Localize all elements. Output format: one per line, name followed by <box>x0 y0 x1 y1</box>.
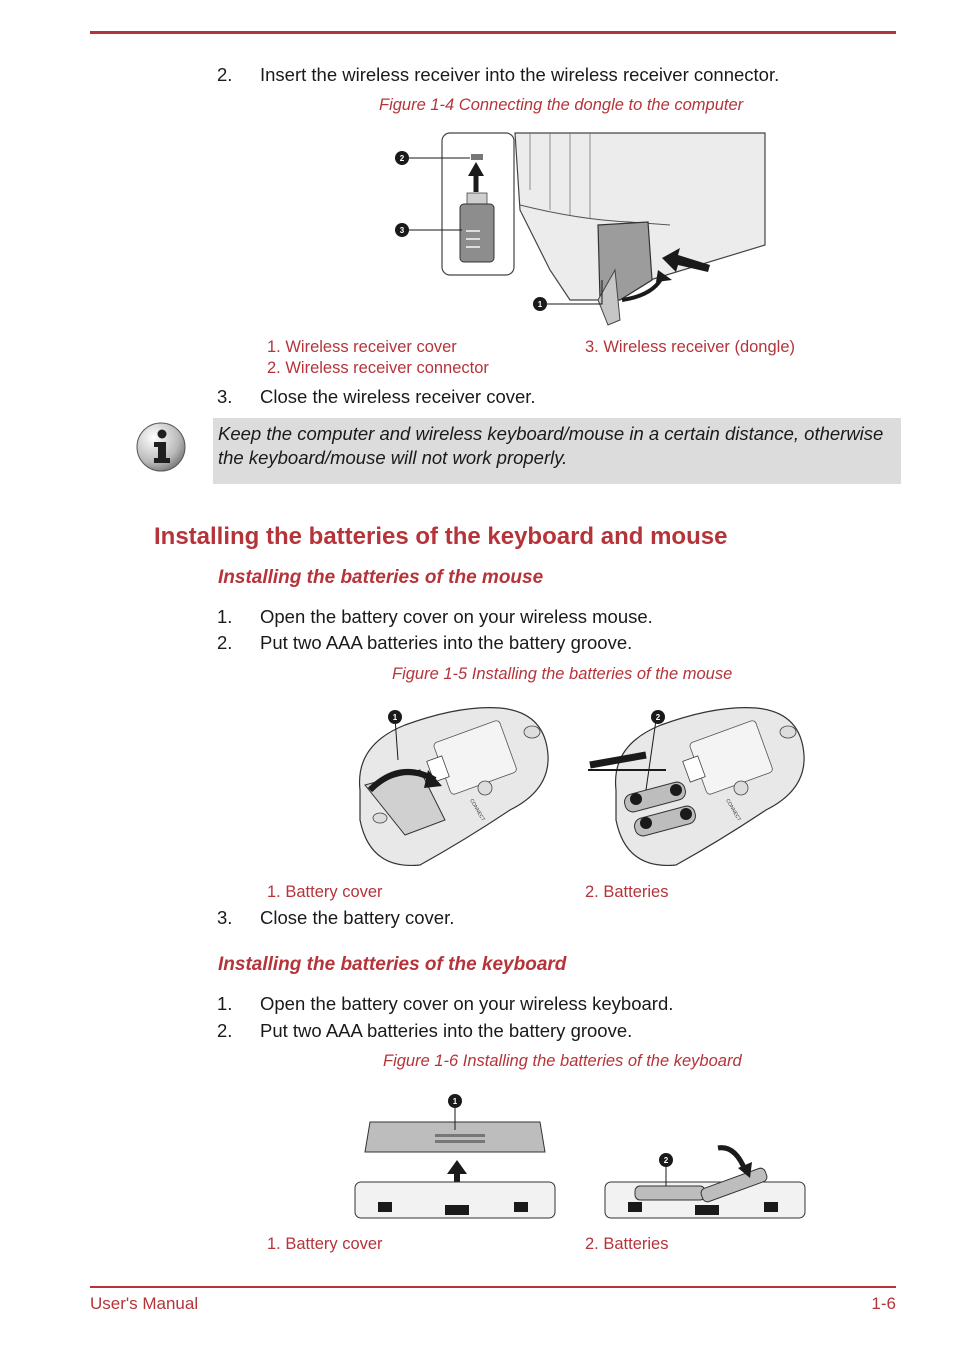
badge-1 <box>448 1094 462 1108</box>
step-number: 2. <box>217 632 233 653</box>
badge-2 <box>395 151 409 165</box>
note-box <box>213 418 901 484</box>
header-rule <box>90 31 896 34</box>
svg-text:1: 1 <box>537 300 543 309</box>
legend-item: 1. Battery cover <box>267 883 383 901</box>
keyboard-step-2 <box>217 1020 777 1042</box>
mouse-step-1 <box>217 606 737 628</box>
svg-text:1: 1 <box>452 1097 458 1106</box>
mouse-step-2 <box>217 632 737 654</box>
step-close-receiver-cover <box>217 386 617 408</box>
step-text: Open the battery cover on your wireless keyboard. <box>260 993 674 1014</box>
step-number: 2. <box>217 1020 233 1041</box>
svg-text:CONNECT: CONNECT <box>468 798 486 823</box>
legend-item: 3. Wireless receiver (dongle) <box>585 338 795 356</box>
section-title: Installing the batteries of the keyboard and mouse <box>154 523 728 550</box>
mouse-left-illustration <box>360 708 549 866</box>
step-text: Close the battery cover. <box>260 907 455 928</box>
badge-1 <box>388 710 402 724</box>
keyboard-step-1 <box>217 993 777 1015</box>
page-number: 1-6 <box>871 1294 896 1313</box>
legend-item: 2. Wireless receiver connector <box>267 359 489 377</box>
keyboard-subtitle: Installing the batteries of the keyboard <box>218 954 567 975</box>
step-insert-receiver <box>217 64 857 86</box>
svg-text:2: 2 <box>655 713 661 722</box>
figure-1-5-caption: Figure 1-5 Installing the batteries of the mouse <box>392 665 733 683</box>
legend-item: 2. Batteries <box>585 883 669 901</box>
step-text: Close the wireless receiver cover. <box>260 386 536 407</box>
step-number: 3. <box>217 386 233 407</box>
badge-1 <box>533 297 547 311</box>
mouse-step-3 <box>217 907 617 929</box>
note-text: Keep the computer and wireless keyboard/mouse in a certain distance, otherwise the keyboard/mouse will not work properly. <box>218 423 884 468</box>
svg-text:3: 3 <box>399 226 405 235</box>
step-number: 3. <box>217 907 233 928</box>
svg-text:2: 2 <box>663 1156 669 1165</box>
svg-text:2: 2 <box>399 154 405 163</box>
footer-title: User's Manual <box>90 1294 199 1313</box>
svg-text:1: 1 <box>392 713 398 722</box>
mouse-right-illustration <box>588 708 804 866</box>
figure-1-5-illustration <box>350 700 810 875</box>
step-number: 2. <box>217 64 233 85</box>
figure-1-6-illustration <box>350 1090 810 1225</box>
legend-item: 1. Battery cover <box>267 1235 383 1253</box>
step-text: Open the battery cover on your wireless mouse. <box>260 606 653 627</box>
step-text: Put two AAA batteries into the battery groove. <box>260 1020 633 1041</box>
mouse-subtitle: Installing the batteries of the mouse <box>218 567 544 588</box>
legend-item: 2. Batteries <box>585 1235 669 1253</box>
figure-1-4-illustration <box>380 130 780 330</box>
step-number: 1. <box>217 993 233 1014</box>
keyboard-cover-illustration <box>355 1094 555 1218</box>
badge-2 <box>651 710 665 724</box>
step-text: Insert the wireless receiver into the wireless receiver connector. <box>260 64 780 85</box>
legend-item: 1. Wireless receiver cover <box>267 338 457 356</box>
footer-rule <box>90 1286 896 1288</box>
badge-2 <box>659 1153 673 1167</box>
info-icon <box>136 422 186 472</box>
figure-1-4-caption: Figure 1-4 Connecting the dongle to the computer <box>379 96 744 114</box>
svg-text:CONNECT: CONNECT <box>724 798 742 823</box>
figure-1-6-caption: Figure 1-6 Installing the batteries of the keyboard <box>383 1052 742 1070</box>
step-text: Put two AAA batteries into the battery groove. <box>260 632 633 653</box>
step-number: 1. <box>217 606 233 627</box>
badge-3 <box>395 223 409 237</box>
keyboard-batteries-illustration <box>605 1148 805 1218</box>
